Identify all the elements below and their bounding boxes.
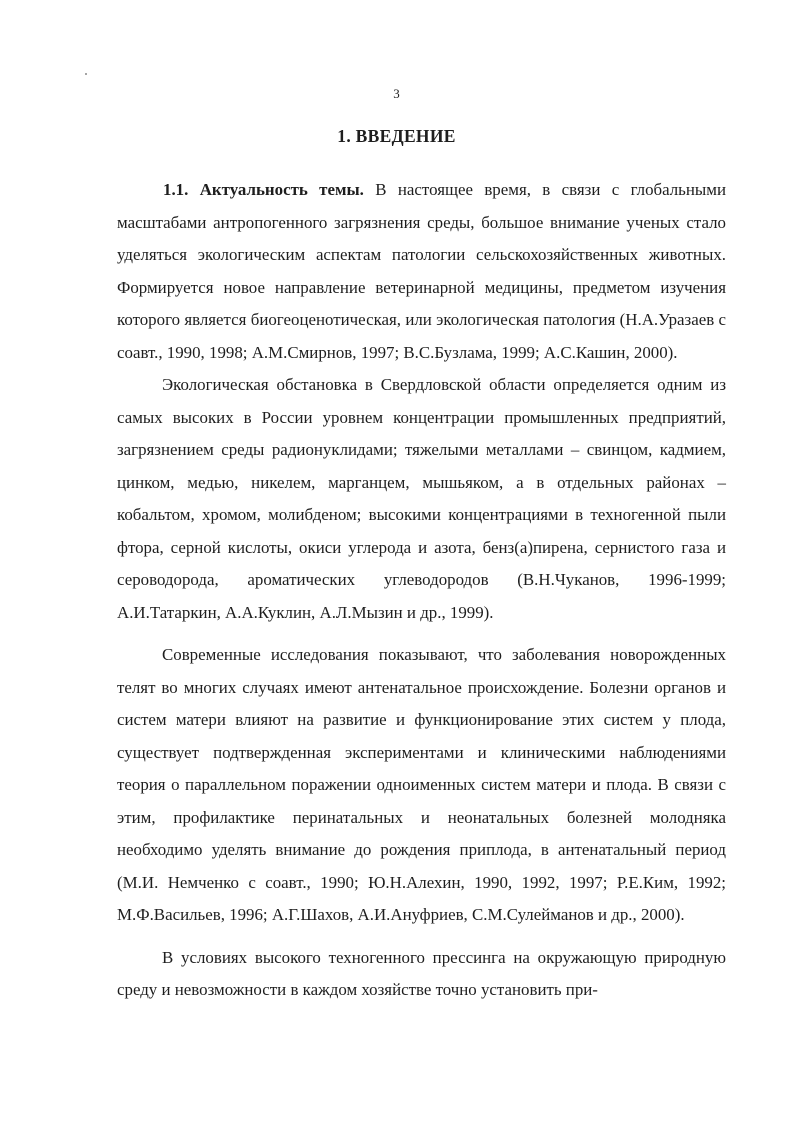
subsection-heading: 1.1. Актуальность темы. [163,180,364,199]
paragraph-relevance-text: В настоящее время, в связи с глобальными масштабами антропогенного загрязнения среды, большое внимание ученых стало уделяться экологическим аспектам патологии сельскохозяйственных животных. Формируется новое направление ветеринарной медицины, предметом изучения которого является биогеоценотическая, или экологическая патология (Н.А.Уразаев с соавт., 1990, 1998; А.М.Смирнов, 1997; В.С.Бузлама, 1999; А.С.Кашин, 2000). [117,180,727,362]
document-body [117,174,726,1007]
scan-speck [85,73,87,75]
paragraph-antenatal-origin: Современные исследования показывают, что заболевания новорожденных телят во многих случаях имеют антенатальное происхождение. Болезни органов и систем матери влияют на развитие и функционирование этих систем у плода, существует подтвержденная экспериментами и клиническими наблюдениями теория о параллельном поражении одноименных систем матери и плода. В связи с этим, профилактике перинатальных и неонатальных болезней молодняка необходимо уделять внимание до рождения приплода, в антенатальный период (М.И. Немченко с соавт., 1990; Ю.Н.Алехин, 1990, 1992, 1997; Р.Е.Ким, 1992; М.Ф.Васильев, 1996; А.Г.Шахов, А.И.Ануфриев, С.М.Сулейманов и др., 2000). [117,645,726,924]
paragraph-technogenic-pressure: В условиях высокого техногенного прессинга на окружающую природную среду и невозможности в каждом хозяйстве точно установить при- [117,947,726,999]
page-number: 3 [393,86,400,101]
paragraph-relevance [117,174,726,369]
chapter-title: 1. ВВЕДЕНИЕ [337,126,456,146]
paragraph-ecology-sverdlovsk: Экологическая обстановка в Свердловской области определяется одним из самых высоких в России уровнем концентрации промышленных предприятий, загрязнением среды радионуклидами; тяжелыми металлами – свинцом, кадмием, цинком, медью, никелем, марганцем, мышьяком, а в отдельных районах – кобальтом, хромом, молибденом; высокими концентрациями в техногенной пыли фтора, серной кислоты, окиси углерода и азота, бенз(а)пирена, сернистого газа и сероводорода, ароматических углеводородов (В.Н.Чуканов, 1996-1999; А.И.Татаркин, А.А.Куклин, А.Л.Мызин и др., 1999). [117,375,726,622]
